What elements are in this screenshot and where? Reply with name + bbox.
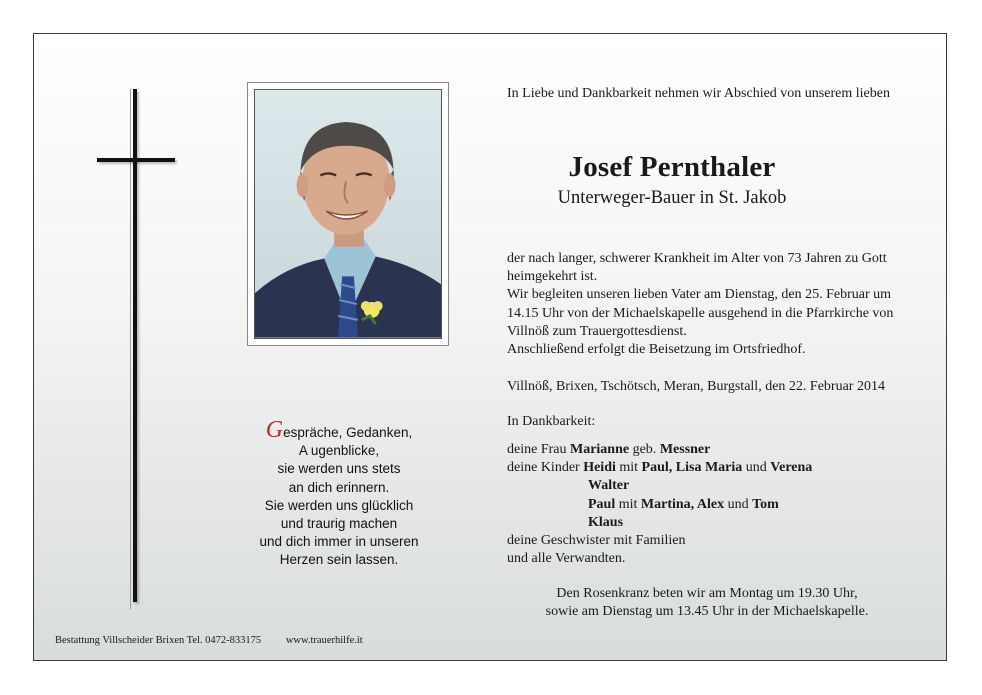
website-link[interactable]: www.trauerhilfe.it — [285, 635, 363, 646]
portrait-frame — [247, 82, 449, 346]
family-child-row — [507, 514, 927, 532]
thanks-heading: In Dankbarkeit: — [507, 414, 596, 429]
place-date: Villnöß, Brixen, Tschötsch, Meran, Burgstall, den 22. Februar 2014 — [507, 379, 885, 394]
announcement-body — [507, 250, 917, 359]
family-wife — [507, 441, 927, 459]
children-prefix: deine Kinder — [507, 460, 580, 476]
rosary-line: Den Rosenkranz beten wir am Montag um 19.30 Uhr, — [556, 586, 858, 601]
wife-maiden-name: Messner — [659, 442, 711, 457]
connector: mit — [619, 460, 639, 476]
deceased-name: Josef Pernthaler — [568, 151, 776, 183]
poem-line: und dich immer in unseren — [259, 534, 419, 550]
undertaker-info: Bestattung Villscheider Brixen Tel. 0472-833175 — [55, 635, 262, 646]
poem-line: an dich erinnern. — [288, 479, 390, 495]
body-paragraph: Anschließend erfolgt die Beisetzung im Ortsfriedhof. — [507, 342, 806, 358]
deceased-subtitle: Unterweger-Bauer in St. Jakob — [557, 188, 787, 208]
family-relatives: und alle Verwandten. — [507, 551, 626, 567]
obituary-card — [33, 33, 947, 661]
body-paragraph: der nach langer, schwerer Krankheit im Alter von 73 Jahren zu Gott heimgekehrt ist. — [507, 251, 887, 285]
poem-line: Sie werden uns glücklich — [264, 497, 414, 513]
partner-name: Verena — [770, 460, 813, 476]
connector: und — [745, 460, 767, 476]
body-paragraph: Wir begleiten unseren lieben Vater am Dienstag, den 25. Februar um 14.15 Uhr von der Michaelskapelle ausgehend in die Pfarrkirche von Villnöß zum Trauergottesdienst. — [507, 287, 894, 339]
cross-icon — [133, 89, 137, 602]
connector: mit — [618, 496, 638, 512]
footer — [55, 635, 363, 647]
intro-text: In Liebe und Dankbarkeit nehmen wir Abschied von unserem lieben — [507, 86, 890, 101]
partner-name: Tom — [752, 496, 779, 512]
family-child-row — [507, 477, 927, 495]
wife-geb: geb. — [632, 442, 657, 457]
family-children — [507, 459, 927, 477]
poem-first-line — [249, 417, 429, 443]
poem-line: sie werden uns stets — [277, 461, 401, 477]
portrait-photo — [254, 89, 442, 339]
child-name: Klaus — [588, 514, 624, 530]
wife-prefix: deine Frau — [507, 442, 567, 457]
cross-bar — [97, 158, 175, 162]
poem-initial: G — [265, 417, 284, 443]
poem — [249, 417, 429, 570]
rosary-notice — [507, 585, 907, 621]
child-name: Paul — [588, 496, 616, 512]
rosary-line: sowie am Dienstag um 13.45 Uhr in der Michaelskapelle. — [545, 604, 869, 620]
family-list — [507, 441, 927, 568]
partner-names: Paul, Lisa Maria — [641, 460, 743, 476]
partner-names: Martina, Alex — [640, 496, 725, 512]
poem-line: Herzen sein lassen. — [279, 552, 399, 568]
cross-shadow-line — [130, 89, 131, 609]
connector: und — [727, 496, 749, 512]
child-name: Walter — [588, 478, 630, 494]
child-name: Heidi — [583, 460, 616, 476]
poem-first-rest: espräche, Gedanken, — [283, 425, 413, 440]
poem-line: und traurig machen — [280, 516, 398, 532]
poem-line: A ugenblicke, — [298, 443, 380, 459]
family-child-row — [507, 496, 927, 514]
family-siblings: deine Geschwister mit Familien — [507, 533, 686, 549]
wife-name: Marianne — [569, 442, 630, 457]
